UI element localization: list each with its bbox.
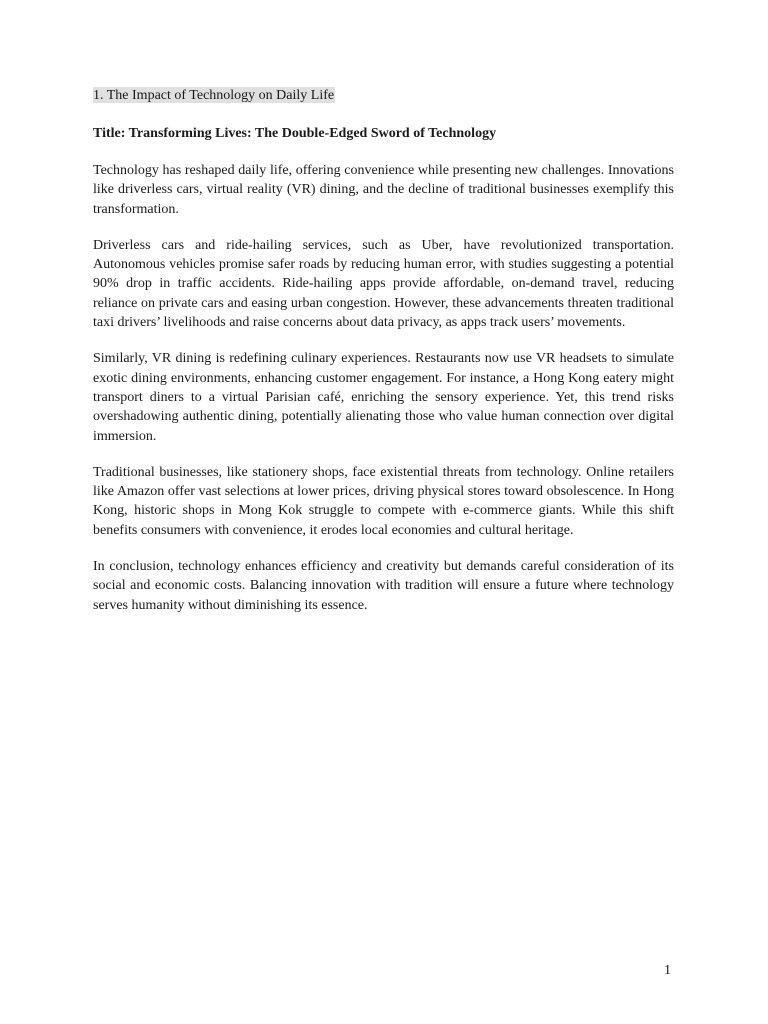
paragraph-introduction: Technology has reshaped daily life, offering convenience while presenting new challenges. Innovations like driverless cars, virtual reality (VR) dining, and the decline of traditional businesses exemplify this transformation. bbox=[93, 163, 674, 217]
paragraph-driverless-cars: Driverless cars and ride-hailing services, such as Uber, have revolutionized transportation. Autonomous vehicles promise safer roads by reducing human error, with studies suggesting a potential 90% drop in traffic accidents. Ride-hailing apps provide affordable, on-demand travel, reducing reliance on private cars and easing urban congestion. However, these advancements threaten traditional taxi drivers’ livelihoods and raise concerns about data privacy, as apps track users’ movements. bbox=[93, 237, 674, 331]
paragraph-vr-dining: Similarly, VR dining is redefining culinary experiences. Restaurants now use VR headsets to simulate exotic dining environments, enhancing customer engagement. For instance, a Hong Kong eatery might transport diners to a virtual Parisian café, enriching the sensory experience. Yet, this trend risks overshadowing authentic dining, potentially alienating those who value human connection over digital immersion. bbox=[93, 351, 674, 444]
essay-title: Title: Transforming Lives: The Double-Edged Sword of Technology bbox=[93, 126, 497, 141]
paragraph-traditional-businesses: Traditional businesses, like stationery shops, face existential threats from technology. Online retailers like Amazon offer vast selections at lower prices, driving physical stores toward obsolescence. In Hong Kong, historic shops in Mong Kok struggle to compete with e-commerce giants. While this shift benefits consumers with convenience, it erodes local economies and cultural heritage. bbox=[93, 464, 674, 538]
paragraph-conclusion: In conclusion, technology enhances efficiency and creativity but demands careful consideration of its social and economic costs. Balancing innovation with tradition will ensure a future where technology serves humanity without diminishing its essence. bbox=[93, 559, 674, 613]
section-heading-text: 1. The Impact of Technology on Daily Life bbox=[93, 88, 335, 103]
page-number: 1 bbox=[664, 963, 671, 978]
section-heading bbox=[93, 86, 335, 106]
document-body bbox=[93, 86, 674, 615]
